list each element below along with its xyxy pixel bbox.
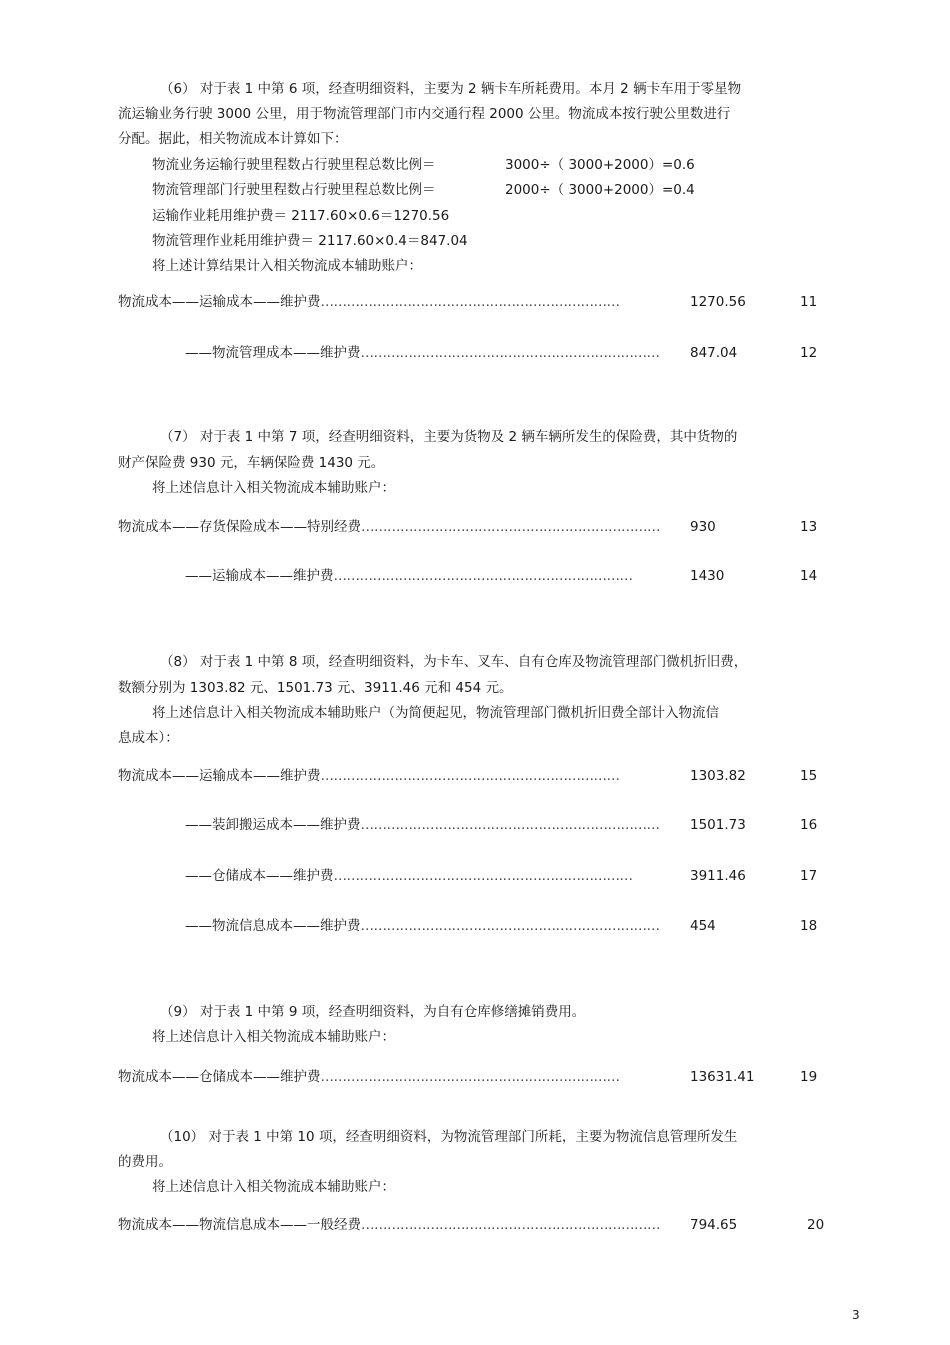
entry-11-amount: 1270.56 (690, 294, 746, 310)
entry-17: ——仓储成本——维护费…………………………………………………………… (185, 868, 633, 884)
calc-1-label: 物流业务运输行驶里程数占行驶里程总数比例＝ (152, 157, 436, 173)
intro-10: 将上述信息计入相关物流成本辅助账户： (152, 1179, 395, 1195)
entry-15-number: 15 (800, 768, 818, 784)
entry-19-number: 19 (800, 1069, 818, 1085)
entry-13-number: 13 (800, 519, 818, 535)
entry-20-amount: 794.65 (690, 1217, 738, 1233)
entry-15-amount: 1303.82 (690, 768, 746, 784)
para-6-line-3: 分配。据此，相关物流成本计算如下： (118, 131, 348, 147)
intro-6: 将上述计算结果计入相关物流成本辅助账户： (152, 258, 422, 274)
para-6-line-2: 流运输业务行驶 3000 公里，用于物流管理部门市内交通行程 2000 公里。物流成本按行驶公里数进行 (118, 106, 731, 122)
entry-18-amount: 454 (690, 918, 716, 934)
entry-16-number: 16 (800, 817, 818, 833)
page-number: 3 (852, 1308, 860, 1322)
para-8-line-1: （8） 对于表 1 中第 8 项，经查明细资料，为卡车、叉车、自有仓库及物流管理部门微机折旧费， (160, 654, 748, 670)
entry-16: ——装卸搬运成本——维护费…………………………………………………………… (185, 817, 660, 833)
intro-7: 将上述信息计入相关物流成本辅助账户： (152, 480, 395, 496)
entry-14: ——运输成本——维护费…………………………………………………………… (185, 568, 633, 584)
intro-8-line-2: 息成本）： (118, 730, 179, 746)
intro-9: 将上述信息计入相关物流成本辅助账户： (152, 1029, 395, 1045)
para-10-line-1: （10） 对于表 1 中第 10 项，经查明细资料，为物流管理部门所耗，主要为物流信息管理所发生 (160, 1129, 738, 1145)
calc-1-value: 3000÷（ 3000+2000）=0.6 (505, 157, 695, 173)
entry-19: 物流成本——仓储成本——维护费…………………………………………………………… (118, 1069, 620, 1085)
intro-8-line-1: 将上述信息计入相关物流成本辅助账户（为简便起见，物流管理部门微机折旧费全部计入物流信 (152, 705, 719, 721)
para-9-line-1: （9） 对于表 1 中第 9 项，经查明细资料，为自有仓库修缮摊销费用。 (160, 1004, 586, 1020)
para-6-line-1: （6） 对于表 1 中第 6 项，经查明细资料，主要为 2 辆卡车所耗费用。本月 2 辆卡车用于零星物 (160, 81, 742, 97)
para-10-line-2: 的费用。 (118, 1154, 172, 1170)
entry-15: 物流成本——运输成本——维护费…………………………………………………………… (118, 768, 620, 784)
entry-12: ——物流管理成本——维护费…………………………………………………………… (185, 345, 660, 361)
entry-17-number: 17 (800, 868, 818, 884)
entry-18-number: 18 (800, 918, 818, 934)
calc-3: 运输作业耗用维护费＝ 2117.60×0.6＝1270.56 (152, 208, 450, 224)
entry-20-number: 20 (807, 1217, 825, 1233)
calc-4: 物流管理作业耗用维护费＝ 2117.60×0.4＝847.04 (152, 233, 468, 249)
entry-16-amount: 1501.73 (690, 817, 746, 833)
entry-17-amount: 3911.46 (690, 868, 746, 884)
entry-19-amount: 13631.41 (690, 1069, 755, 1085)
para-8-line-2: 数额分别为 1303.82 元、1501.73 元、3911.46 元和 454 元。 (118, 680, 513, 696)
entry-20: 物流成本——物流信息成本——一般经费…………………………………………………………… (118, 1217, 660, 1233)
para-7-line-1: （7） 对于表 1 中第 7 项，经查明细资料，主要为货物及 2 辆车辆所发生的保险费，其中货物的 (160, 429, 738, 445)
entry-14-amount: 1430 (690, 568, 725, 584)
entry-11-number: 11 (800, 294, 818, 310)
calc-2-label: 物流管理部门行驶里程数占行驶里程总数比例＝ (152, 182, 436, 198)
calc-2-value: 2000÷（ 3000+2000）=0.4 (505, 182, 695, 198)
entry-12-amount: 847.04 (690, 345, 738, 361)
entry-12-number: 12 (800, 345, 818, 361)
entry-13-amount: 930 (690, 519, 716, 535)
entry-18: ——物流信息成本——维护费…………………………………………………………… (185, 918, 660, 934)
entry-11: 物流成本——运输成本——维护费…………………………………………………………… (118, 294, 620, 310)
entry-13: 物流成本——存货保险成本——特别经费…………………………………………………………… (118, 519, 660, 535)
entry-14-number: 14 (800, 568, 818, 584)
para-7-line-2: 财产保险费 930 元，车辆保险费 1430 元。 (118, 455, 385, 471)
